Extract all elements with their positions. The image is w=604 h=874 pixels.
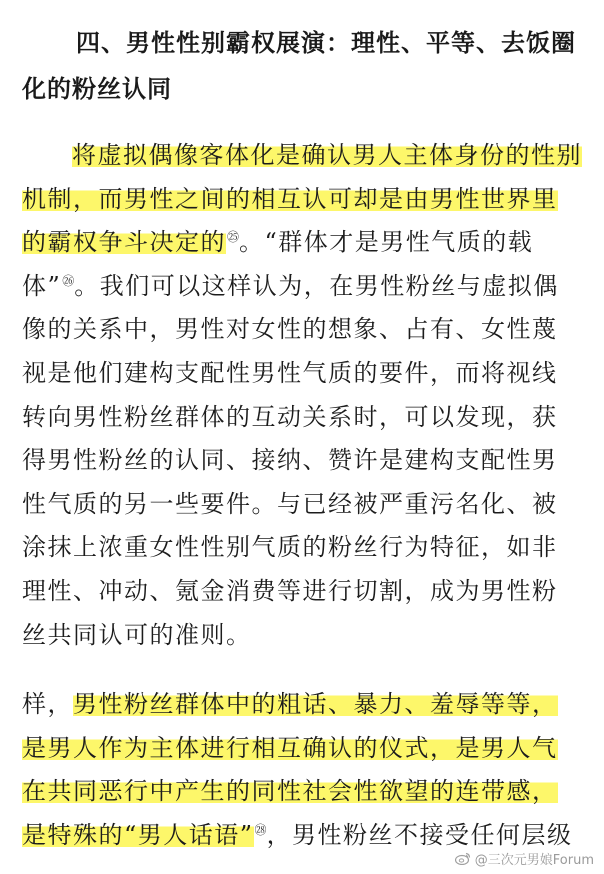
paragraph-1-text-b: 。我们可以这样认为，在男性粉丝与虚拟偶像的关系中，男性对女性的想象、占有、女性蔑视是他们建构支配性男性气质的要件，而将视线转向男性粉丝群体的互动关系时，可以发现，获得男性粉丝的认同、接纳、赞许是建构支配性男性气质的另一些要件。与已经被严重污名化、被涂抹上浓重女性性别气质的粉丝行为特征，如非理性、冲动、氪金消费等进行切割，成为男性粉丝共同认可的准则。 — [22, 271, 559, 649]
paragraph-1 — [22, 134, 582, 657]
footnote-marker-28: ㉘ — [254, 822, 267, 837]
paragraph-2-lead: 样， — [22, 690, 73, 718]
highlighted-sentence-1: 将虚拟偶像客体化是确认男人主体身份的性别机制，而男性之间的相互认可却是由男性世界里的霸权争斗决定的 — [22, 141, 582, 257]
weibo-watermark — [455, 849, 594, 868]
paragraph-1-text-a: 。“群体才是男性气质的载体” — [22, 228, 534, 300]
section-heading-text: 四、男性性别霸权展演：理性、平等、去饭圈化的粉丝认同 — [22, 29, 576, 103]
paragraph-2-tail: ，男性粉丝不接受任何层级 — [266, 820, 573, 849]
highlighted-sentence-2: 男性粉丝群体中的粗话、暴力、羞辱等等，是男人作为主体进行相互确认的仪式，是男人气在共同恶行中产生的同性社会性欲望的连带感，是特殊的“男人话语” — [22, 690, 558, 849]
watermark-text: @三次元男娘Forum — [474, 853, 594, 868]
paragraph-2 — [22, 683, 582, 857]
section-heading — [22, 20, 592, 112]
footnote-marker-25: ㉕ — [227, 230, 240, 245]
footnote-marker-26: ㉖ — [62, 273, 75, 288]
weibo-icon — [455, 852, 471, 865]
